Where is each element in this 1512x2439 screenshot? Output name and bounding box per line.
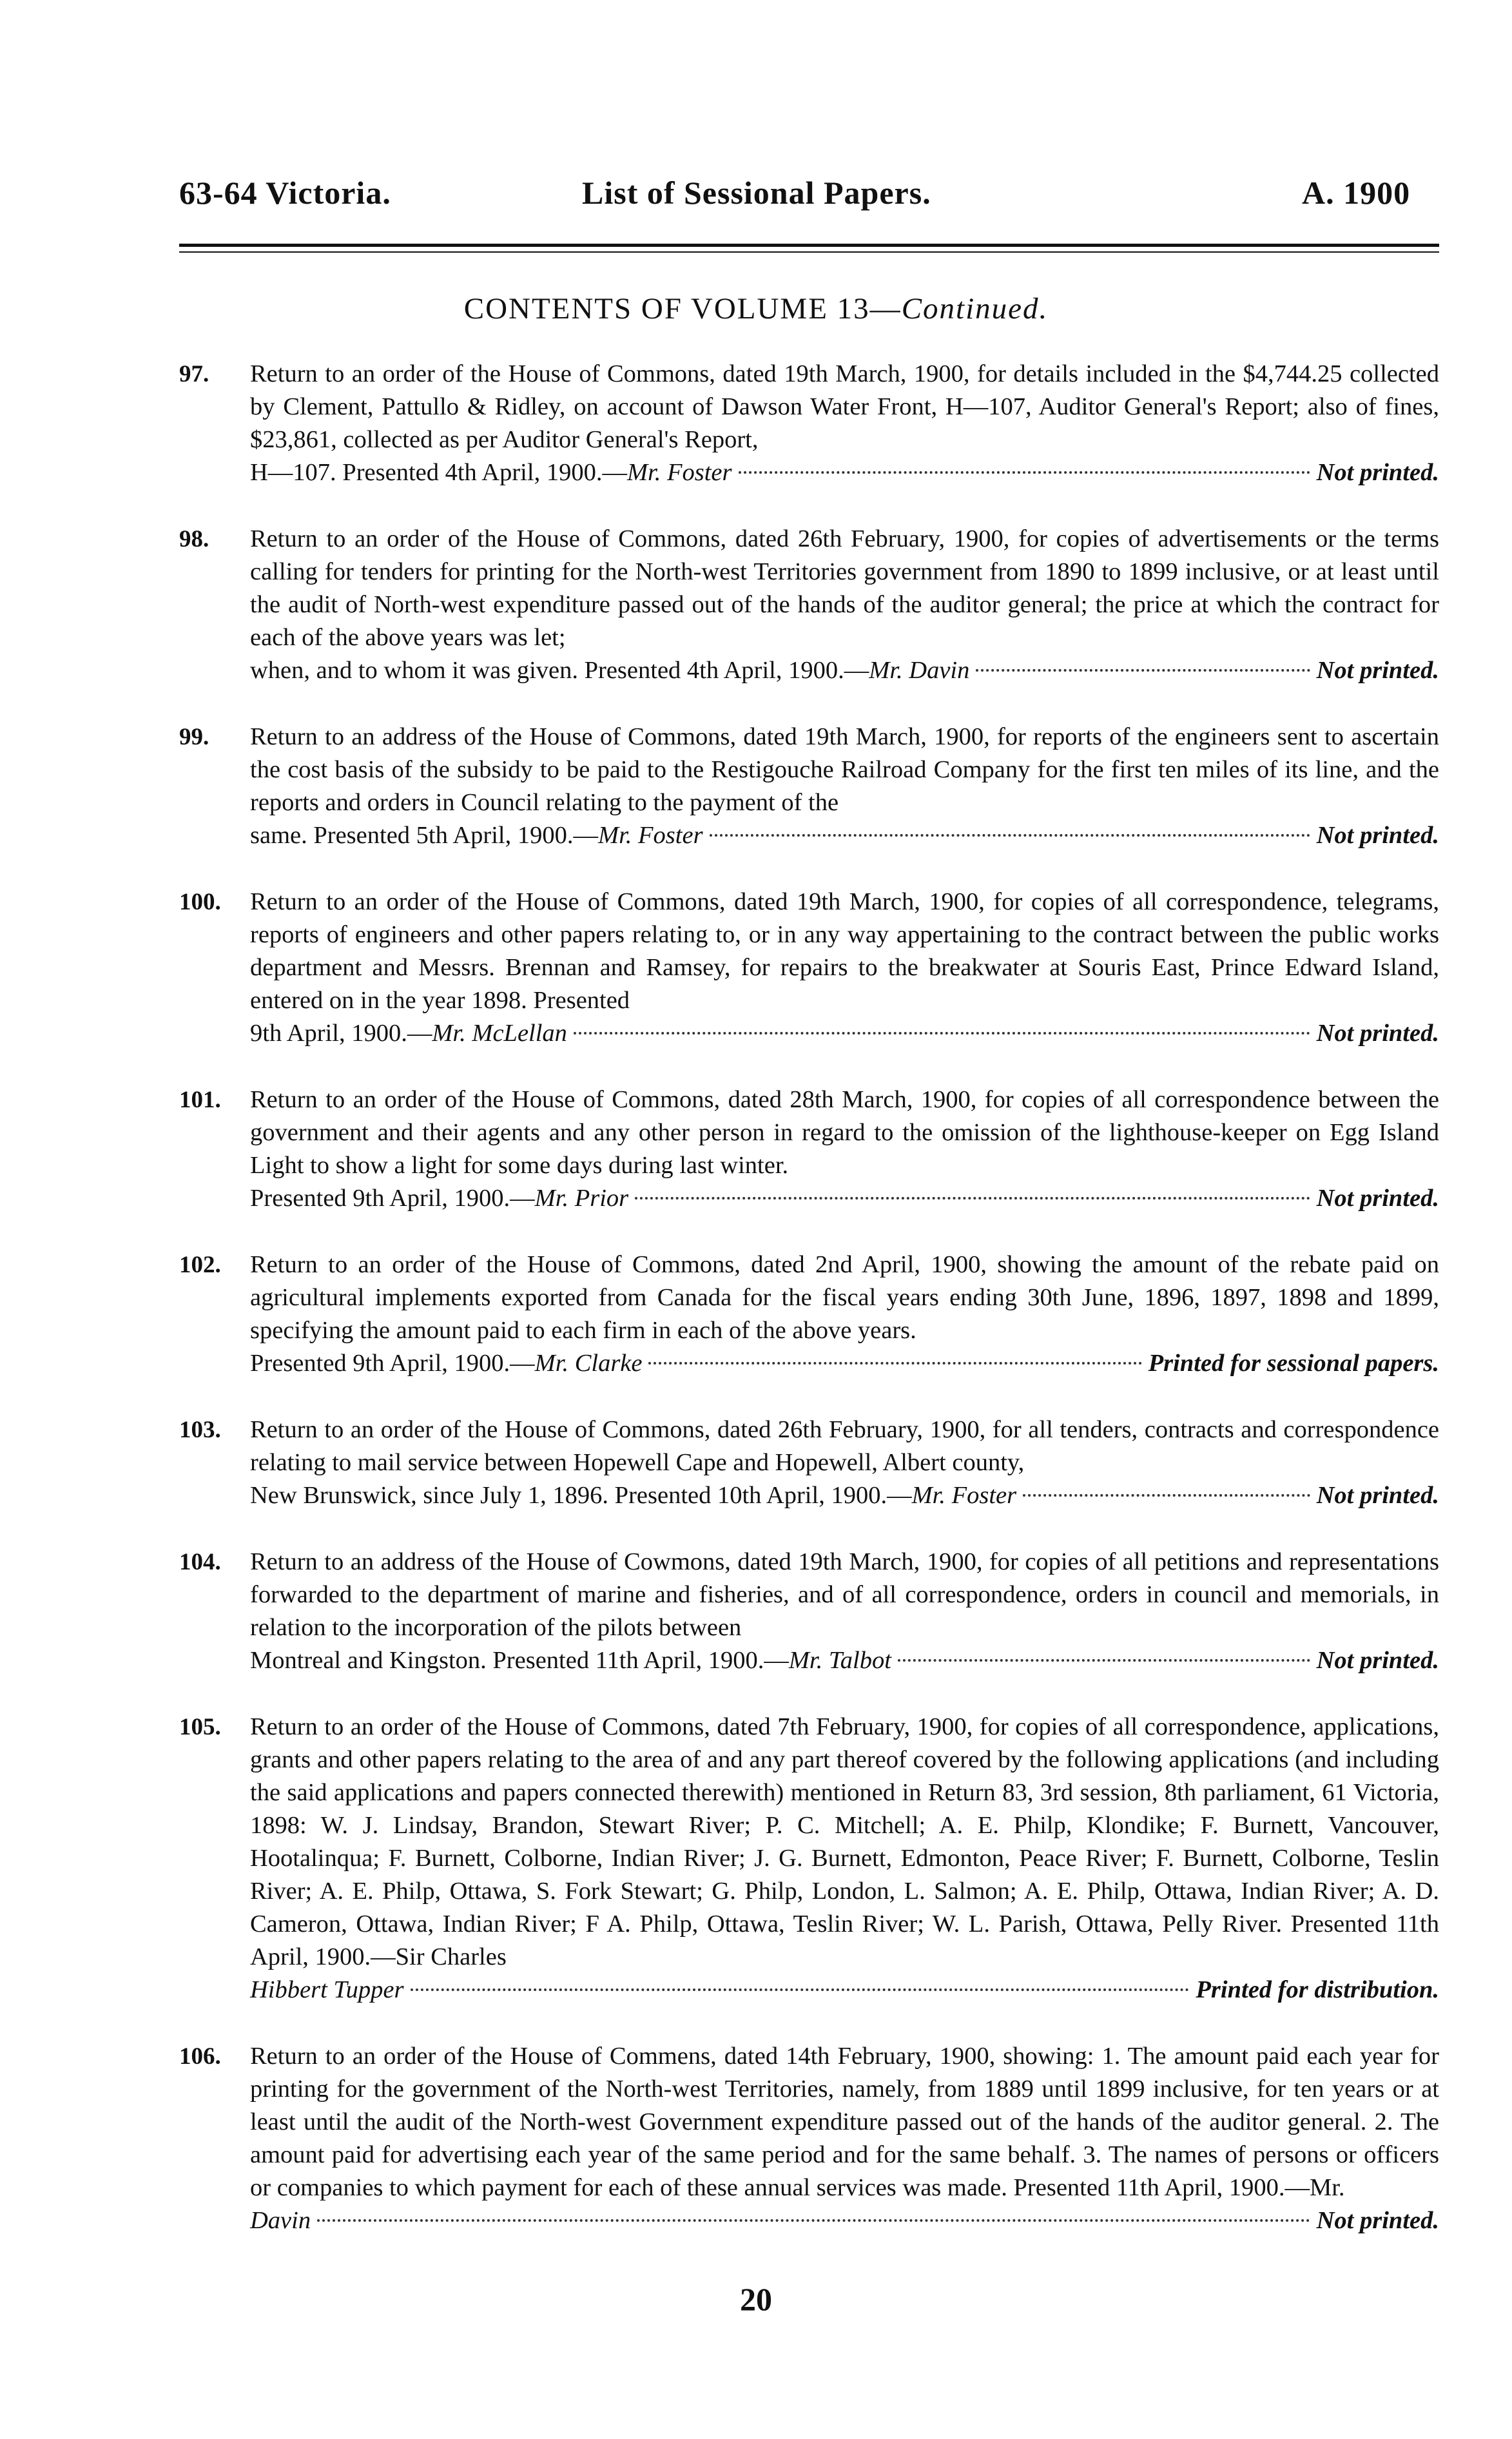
entry-status: Not printed. xyxy=(1316,1647,1439,1674)
leader-dots xyxy=(739,471,1310,474)
entry-status: Not printed. xyxy=(1316,822,1439,849)
leader-dots xyxy=(648,1362,1141,1365)
entry-status: Printed for distribution. xyxy=(1196,1976,1439,2003)
entry-mover: Mr. Davin xyxy=(869,657,970,684)
entry-body: Return to an order of the House of Commons, dated 26th February, 1900, for all tenders, contracts and correspondence relating to mail service between Hopewell Cape and Hopewell, Albert county, xyxy=(250,1416,1439,1476)
entry-mover: Mr. Prior xyxy=(534,1185,629,1212)
entry-105 xyxy=(179,1711,1439,2007)
entry-body: Return to an order of the House of Commons, dated 26th February, 1900, for copies of advertisements or the terms calling for tenders for printing for the North-west Territories government from 1890 to 1899 inclusive, or at least until the audit of North-west expenditure passed out of the hands of the auditor general; the price at which the contract for each of the above years was let; xyxy=(250,525,1439,651)
entry-98 xyxy=(179,523,1439,687)
entry-mover: Mr. Talbot xyxy=(788,1647,891,1674)
entry-tail xyxy=(250,1017,1439,1050)
entry-tail xyxy=(250,1974,1439,2007)
entry-106 xyxy=(179,2040,1439,2237)
leader-dots xyxy=(635,1197,1310,1200)
entry-mover: Davin xyxy=(250,2207,311,2234)
leader-dots xyxy=(1023,1494,1310,1497)
leader-dots xyxy=(710,834,1310,837)
entry-presented: H—107. Presented 4th April, 1900.— xyxy=(250,459,627,486)
header-year: A. 1900 xyxy=(1302,175,1411,211)
leader-dots xyxy=(574,1032,1310,1035)
entry-presented: Presented 9th April, 1900.— xyxy=(250,1185,535,1212)
header-rule-thin xyxy=(179,251,1439,253)
entry-tail xyxy=(250,1479,1439,1512)
page-number: 20 xyxy=(740,2281,772,2317)
entry-body: Return to an order of the House of Commons, dated 7th February, 1900, for copies of all correspondence, applications, grants and other papers relating to the area of and any part thereof covered by the following applications (and including the said applications and papers connected therewith) mentioned in Return 83, 3rd session, 8th parliament, 61 Victoria, 1898: W. J. Lindsay, Brandon, Stewart River; P. C. Mitchell; A. E. Philp, Klondike; F. Burnett, Vancouver, Hootalinqua; F. Burnett, Colborne, Indian River; J. G. Burnett, Edmonton, Peace River; F. Burnett, Colborne, Teslin River; A. E. Philp, Ottawa, S. Fork Stewart; G. Philp, London, L. Salmon; A. E. Philp, Ottawa, Indian River; A. D. Cameron, Ottawa, Indian River; F A. Philp, Ottawa, Teslin River; W. L. Parish, Ottawa, Pelly River. Presented 11th April, 1900.—Sir Charles xyxy=(250,1713,1439,1970)
entry-tail xyxy=(250,819,1439,852)
entry-status: Printed for sessional papers. xyxy=(1148,1350,1439,1377)
entry-presented: New Brunswick, since July 1, 1896. Presented 10th April, 1900.— xyxy=(250,1482,912,1509)
entry-100 xyxy=(179,886,1439,1050)
entry-number: 100. xyxy=(179,889,221,915)
entry-body: Return to an order of the House of Commons, dated 2nd April, 1900, showing the amount of the rebate paid on agricultural implements exported from Canada for the fiscal years ending 30th June, 1896, 1897, 1898 and 1899, specifying the amount paid to each firm in each of the above years. xyxy=(250,1251,1439,1344)
entry-tail xyxy=(250,2204,1439,2237)
section-title xyxy=(0,291,1512,326)
entry-number: 106. xyxy=(179,2043,221,2070)
entry-status: Not printed. xyxy=(1316,1482,1439,1509)
leader-dots xyxy=(317,2219,1310,2222)
entry-mover: Mr. Clarke xyxy=(534,1350,643,1377)
header-title: List of Sessional Papers. xyxy=(582,175,931,211)
section-title-continued: Continued. xyxy=(901,292,1049,326)
entry-body: Return to an order of the House of Commens, dated 14th February, 1900, showing: 1. The amount paid each year for printing for the government of the North-west Territories, namely, from 1889 until 1899 inclusive, for ten years or at least until the audit of the North-west Government expenditure passed out of the hands of the auditor general. 2. The amount paid for advertising each year of the same period and for the same behalf. 3. The names of persons or officers or companies to which payment for each of these annual services was made. Presented 11th April, 1900.—Mr. xyxy=(250,2043,1439,2201)
entry-99 xyxy=(179,721,1439,852)
entry-number: 101. xyxy=(179,1087,221,1113)
entry-tail xyxy=(250,1347,1439,1380)
entry-mover: Mr. Foster xyxy=(598,822,703,849)
entry-tail xyxy=(250,456,1439,489)
entry-mover: Mr. Foster xyxy=(626,459,732,486)
entry-number: 103. xyxy=(179,1417,221,1443)
entry-tail xyxy=(250,1182,1439,1215)
entry-number: 104. xyxy=(179,1549,221,1575)
header-session: 63-64 Victoria. xyxy=(179,175,391,211)
entry-status: Not printed. xyxy=(1316,1020,1439,1047)
leader-dots xyxy=(411,1988,1190,1991)
entry-status: Not printed. xyxy=(1316,657,1439,684)
entry-number: 97. xyxy=(179,361,209,387)
entry-103 xyxy=(179,1414,1439,1512)
entry-mover: Mr. McLellan xyxy=(432,1020,567,1047)
entry-101 xyxy=(179,1083,1439,1215)
entry-body: Return to an order of the House of Commons, dated 19th March, 1900, for copies of all correspondence, telegrams, reports of engineers and other papers relating to, or in any way appertaining to the contract between the public works department and Messrs. Brennan and Ramsey, for repairs to the breakwater at Souris East, Prince Edward Island, entered on in the year 1898. Presented xyxy=(250,888,1439,1014)
entry-status: Not printed. xyxy=(1316,1185,1439,1212)
entry-presented: 9th April, 1900.— xyxy=(250,1020,432,1047)
entry-mover: Mr. Foster xyxy=(911,1482,1017,1509)
entry-body: Return to an address of the House of Cowmons, dated 19th March, 1900, for copies of all petitions and representations forwarded to the department of marine and fisheries, and of all correspondence, orders in council and memorials, in relation to the incorporation of the pilots between xyxy=(250,1548,1439,1641)
entry-status: Not printed. xyxy=(1316,459,1439,486)
entry-tail xyxy=(250,1644,1439,1677)
header-rule-thick xyxy=(179,244,1439,247)
entry-presented: Presented 9th April, 1900.— xyxy=(250,1350,535,1377)
entry-body: Return to an order of the House of Commons, dated 19th March, 1900, for details included in the $4,744.25 collected by Clement, Pattullo & Ridley, on account of Dawson Water Front, H—107, Auditor General's Report; also of fines, $23,861, collected as per Auditor General's Report, xyxy=(250,360,1439,453)
entry-102 xyxy=(179,1249,1439,1380)
entry-number: 98. xyxy=(179,526,209,552)
entry-status: Not printed. xyxy=(1316,2207,1439,2234)
entry-number: 105. xyxy=(179,1714,221,1740)
entry-presented: when, and to whom it was given. Presented 4th April, 1900.— xyxy=(250,657,869,684)
section-title-main: CONTENTS OF VOLUME 13— xyxy=(463,292,902,326)
running-header xyxy=(0,174,1512,219)
entries-list xyxy=(179,358,1439,2271)
entry-tail xyxy=(250,654,1439,687)
entry-number: 102. xyxy=(179,1252,221,1278)
entry-mover: Hibbert Tupper xyxy=(250,1976,404,2003)
leader-dots xyxy=(976,669,1310,672)
entry-presented: same. Presented 5th April, 1900.— xyxy=(250,822,598,849)
entry-104 xyxy=(179,1546,1439,1677)
entry-presented: Montreal and Kingston. Presented 11th April, 1900.— xyxy=(250,1647,789,1674)
entry-body: Return to an order of the House of Commons, dated 28th March, 1900, for copies of all correspondence between the government and their agents and any other person in regard to the omission of the lighthouse-keeper on Egg Island Light to show a light for some days during last winter. xyxy=(250,1086,1439,1179)
entry-97 xyxy=(179,358,1439,489)
entry-body: Return to an address of the House of Commons, dated 19th March, 1900, for reports of the engineers sent to ascertain the cost basis of the subsidy to be paid to the Restigouche Railroad Company for the first ten miles of its line, and the reports and orders in Council relating to the payment of the xyxy=(250,723,1439,816)
entry-number: 99. xyxy=(179,724,209,750)
leader-dots xyxy=(898,1659,1310,1662)
